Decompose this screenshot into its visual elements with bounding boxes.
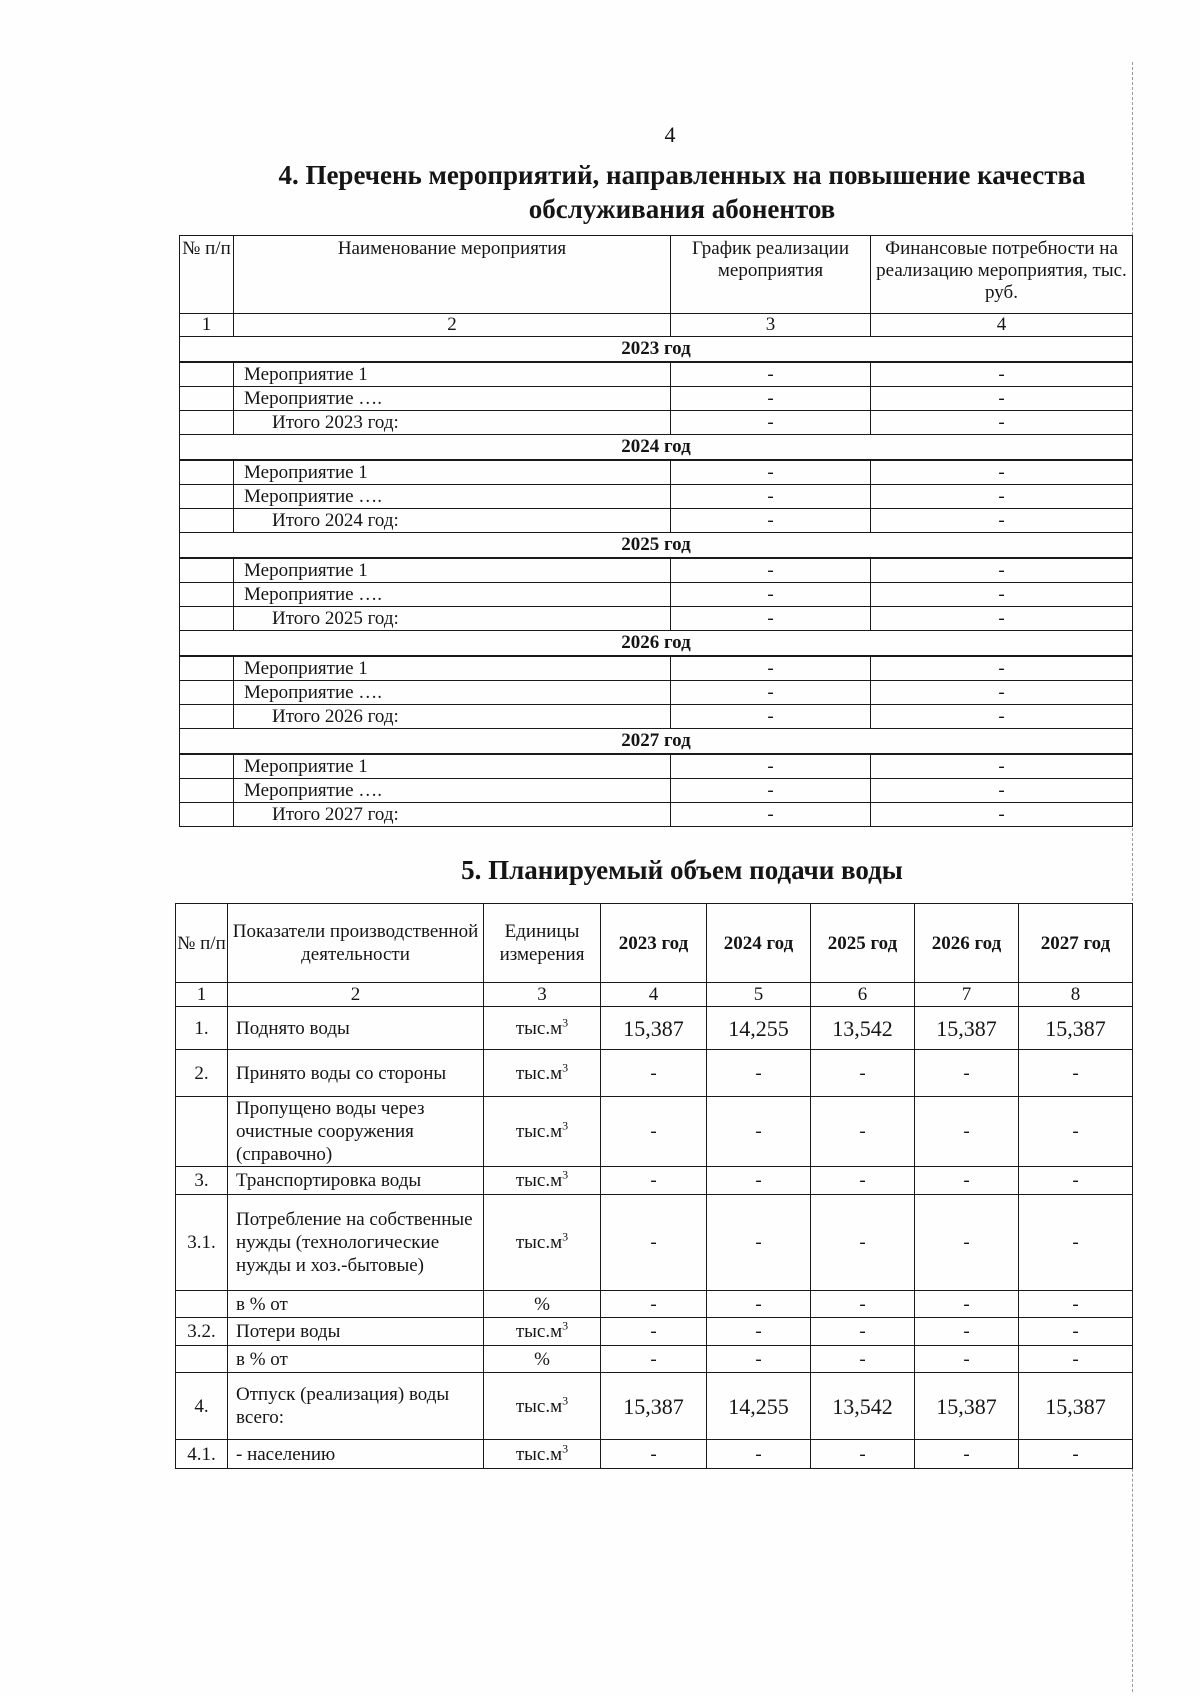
- schedule-value: -: [671, 607, 871, 631]
- table-row: [176, 1195, 1133, 1291]
- section-4-title: 4. Перечень мероприятий, направленных на повышение качества обслуживания абонентов: [278, 160, 1086, 224]
- unit-cell: [484, 1346, 601, 1373]
- indicator-name: Потери воды: [228, 1318, 484, 1346]
- year-value: -: [707, 1440, 811, 1469]
- column-number: 5: [707, 983, 811, 1007]
- column-number: 1: [176, 983, 228, 1007]
- column-number: 2: [228, 983, 484, 1007]
- finance-value: -: [871, 362, 1133, 387]
- row-number: [180, 656, 234, 681]
- row-number: 3.2.: [176, 1318, 228, 1346]
- year-value: 15,387: [601, 1007, 707, 1050]
- year-value: 15,387: [915, 1373, 1019, 1440]
- column-header: 2025 год: [811, 904, 915, 983]
- indicator-name: в % от: [228, 1346, 484, 1373]
- year-value: -: [915, 1195, 1019, 1291]
- row-number: [180, 558, 234, 583]
- finance-value: -: [871, 705, 1133, 729]
- finance-value: -: [871, 803, 1133, 827]
- table-row: [176, 1007, 1133, 1050]
- column-header: № п/п: [176, 904, 228, 983]
- unit-text: %: [534, 1348, 550, 1370]
- year-value: 14,255: [707, 1007, 811, 1050]
- finance-value: -: [871, 509, 1133, 533]
- year-value: -: [601, 1195, 707, 1291]
- unit-cell: [484, 1318, 601, 1346]
- year-value: -: [811, 1291, 915, 1318]
- row-number: [180, 754, 234, 779]
- column-number: 7: [915, 983, 1019, 1007]
- column-header: 2027 год: [1019, 904, 1133, 983]
- row-number: [180, 509, 234, 533]
- unit-cell: [484, 1373, 601, 1440]
- row-number: [180, 583, 234, 607]
- year-value: -: [1019, 1318, 1133, 1346]
- column-number: 6: [811, 983, 915, 1007]
- year-value: -: [915, 1318, 1019, 1346]
- year-value: -: [601, 1097, 707, 1167]
- year-value: -: [707, 1291, 811, 1318]
- unit-cell: [484, 1097, 601, 1167]
- table-row: [180, 558, 1133, 583]
- unit-text: тыс.м: [515, 1017, 563, 1039]
- year-value: 13,542: [811, 1373, 915, 1440]
- schedule-value: -: [671, 509, 871, 533]
- unit-superscript: 3: [562, 1441, 569, 1456]
- indicator-name: Пропущено воды через очистные сооружения (справочно): [228, 1097, 484, 1167]
- row-number: 3.: [176, 1167, 228, 1195]
- schedule-value: -: [671, 485, 871, 509]
- measure-name: Итого 2023 год:: [234, 411, 671, 435]
- indicator-name: Потребление на собственные нужды (технологические нужды и хоз.-бытовые): [228, 1195, 484, 1291]
- column-number: 3: [484, 983, 601, 1007]
- table-header-row: [180, 236, 1133, 314]
- measure-name: Итого 2024 год:: [234, 509, 671, 533]
- unit-cell: [484, 1291, 601, 1318]
- indicator-name: Принято воды со стороны: [228, 1050, 484, 1097]
- column-number: 1: [180, 314, 234, 337]
- schedule-value: -: [671, 779, 871, 803]
- finance-value: -: [871, 754, 1133, 779]
- measure-name: Мероприятие 1: [234, 656, 671, 681]
- table-row: [176, 1291, 1133, 1318]
- unit-superscript: 3: [562, 1060, 569, 1075]
- schedule-value: -: [671, 460, 871, 485]
- measure-name: Мероприятие 1: [234, 362, 671, 387]
- year-value: -: [707, 1195, 811, 1291]
- table-row: [180, 656, 1133, 681]
- table-row: [180, 681, 1133, 705]
- unit-text: тыс.м: [515, 1121, 563, 1142]
- measures-table: [179, 235, 1133, 827]
- finance-value: -: [871, 583, 1133, 607]
- schedule-value: -: [671, 558, 871, 583]
- table-row: [180, 583, 1133, 607]
- page-number: 4: [664, 122, 676, 147]
- measure-name: Итого 2026 год:: [234, 705, 671, 729]
- finance-value: -: [871, 387, 1133, 411]
- indicator-name: в % от: [228, 1291, 484, 1318]
- measure-name: Мероприятие ….: [234, 779, 671, 803]
- row-number: [180, 460, 234, 485]
- measure-name: Мероприятие 1: [234, 754, 671, 779]
- schedule-value: -: [671, 656, 871, 681]
- year-value: -: [601, 1346, 707, 1373]
- measure-name: Мероприятие 1: [234, 558, 671, 583]
- table-row: [176, 1050, 1133, 1097]
- schedule-value: -: [671, 754, 871, 779]
- column-header: Финансовые потребности на реализацию мероприятия, тыс. руб.: [871, 236, 1133, 314]
- schedule-value: -: [671, 411, 871, 435]
- row-number: 4.: [176, 1373, 228, 1440]
- table-row: [180, 387, 1133, 411]
- column-header: Наименование мероприятия: [234, 236, 671, 314]
- schedule-value: -: [671, 387, 871, 411]
- year-value: 15,387: [915, 1007, 1019, 1050]
- row-number: 4.1.: [176, 1440, 228, 1469]
- indicator-name: Отпуск (реализация) воды всего:: [228, 1373, 484, 1440]
- year-value: -: [915, 1050, 1019, 1097]
- table-row: [180, 509, 1133, 533]
- column-number-row: [180, 314, 1133, 337]
- year-value: -: [811, 1097, 915, 1167]
- finance-value: -: [871, 779, 1133, 803]
- finance-value: -: [871, 558, 1133, 583]
- year-value: -: [811, 1195, 915, 1291]
- unit-text: тыс.м: [515, 1321, 563, 1342]
- year-value: -: [601, 1291, 707, 1318]
- year-value: -: [915, 1346, 1019, 1373]
- year-value: -: [811, 1167, 915, 1195]
- table-row: [180, 705, 1133, 729]
- finance-value: -: [871, 485, 1133, 509]
- year-value: -: [1019, 1050, 1133, 1097]
- finance-value: -: [871, 656, 1133, 681]
- schedule-value: -: [671, 803, 871, 827]
- column-number: 8: [1019, 983, 1133, 1007]
- row-number: [180, 779, 234, 803]
- section-5-title: 5. Планируемый объем подачи воды: [461, 855, 903, 885]
- year-label: 2025 год: [180, 533, 1133, 559]
- row-number: [180, 607, 234, 631]
- row-number: [180, 411, 234, 435]
- year-value: -: [707, 1097, 811, 1167]
- row-number: [180, 681, 234, 705]
- water-supply-table: [175, 903, 1133, 1469]
- table-row: [180, 754, 1133, 779]
- row-number: 2.: [176, 1050, 228, 1097]
- unit-superscript: 3: [562, 1318, 569, 1333]
- year-value: -: [601, 1318, 707, 1346]
- year-value: -: [601, 1167, 707, 1195]
- row-number: [180, 803, 234, 827]
- year-label: 2026 год: [180, 631, 1133, 657]
- finance-value: -: [871, 411, 1133, 435]
- table-row: [180, 803, 1133, 827]
- unit-cell: [484, 1167, 601, 1195]
- unit-text: тыс.м: [515, 1395, 563, 1417]
- row-number: [180, 362, 234, 387]
- column-number-row: [176, 983, 1133, 1007]
- table-row: [180, 411, 1133, 435]
- year-value: -: [601, 1440, 707, 1469]
- table-row: [176, 1373, 1133, 1440]
- year-value: -: [1019, 1195, 1133, 1291]
- measure-name: Мероприятие ….: [234, 583, 671, 607]
- measure-name: Мероприятие 1: [234, 460, 671, 485]
- year-value: -: [811, 1346, 915, 1373]
- year-value: -: [707, 1346, 811, 1373]
- unit-superscript: 3: [562, 1167, 569, 1182]
- year-value: -: [1019, 1097, 1133, 1167]
- row-number: [180, 485, 234, 509]
- year-value: 15,387: [601, 1373, 707, 1440]
- year-value: -: [1019, 1167, 1133, 1195]
- row-number: [176, 1097, 228, 1167]
- unit-text: тыс.м: [515, 1443, 563, 1465]
- indicator-name: Поднято воды: [228, 1007, 484, 1050]
- unit-text: тыс.м: [515, 1062, 563, 1084]
- year-label: 2023 год: [180, 337, 1133, 363]
- unit-cell: [484, 1440, 601, 1469]
- year-value: 15,387: [1019, 1373, 1133, 1440]
- year-value: 13,542: [811, 1007, 915, 1050]
- year-value: 15,387: [1019, 1007, 1133, 1050]
- year-label: 2027 год: [180, 729, 1133, 755]
- column-header: 2023 год: [601, 904, 707, 983]
- row-number: 1.: [176, 1007, 228, 1050]
- schedule-value: -: [671, 705, 871, 729]
- column-number: 2: [234, 314, 671, 337]
- measure-name: Мероприятие ….: [234, 387, 671, 411]
- finance-value: -: [871, 460, 1133, 485]
- table-row: [180, 607, 1133, 631]
- column-header: 2024 год: [707, 904, 811, 983]
- measure-name: Итого 2027 год:: [234, 803, 671, 827]
- row-number: [180, 387, 234, 411]
- table-row: [176, 1097, 1133, 1167]
- year-value: -: [1019, 1440, 1133, 1469]
- measure-name: Итого 2025 год:: [234, 607, 671, 631]
- table-row: [180, 362, 1133, 387]
- unit-text: %: [534, 1293, 550, 1315]
- column-number: 4: [601, 983, 707, 1007]
- column-header: Единицы измерения: [484, 904, 601, 983]
- column-header: Показатели производственной деятельности: [228, 904, 484, 983]
- column-number: 3: [671, 314, 871, 337]
- year-value: -: [601, 1050, 707, 1097]
- year-value: -: [811, 1318, 915, 1346]
- unit-superscript: 3: [562, 1118, 569, 1133]
- row-number: [180, 705, 234, 729]
- table-row: [176, 1318, 1133, 1346]
- column-header: График реализации мероприятия: [671, 236, 871, 314]
- year-value: -: [811, 1050, 915, 1097]
- year-value: -: [915, 1097, 1019, 1167]
- table-header-row: [176, 904, 1133, 983]
- finance-value: -: [871, 607, 1133, 631]
- year-value: -: [707, 1050, 811, 1097]
- year-value: -: [915, 1440, 1019, 1469]
- table-row: [176, 1167, 1133, 1195]
- table-row: [180, 485, 1133, 509]
- column-header: 2026 год: [915, 904, 1019, 983]
- unit-cell: [484, 1195, 601, 1291]
- unit-cell: [484, 1050, 601, 1097]
- row-number: 3.1.: [176, 1195, 228, 1291]
- year-label: 2024 год: [180, 435, 1133, 461]
- indicator-name: Транспортировка воды: [228, 1167, 484, 1195]
- year-group-row: [180, 337, 1133, 363]
- year-value: -: [811, 1440, 915, 1469]
- year-group-row: [180, 533, 1133, 559]
- year-value: -: [707, 1318, 811, 1346]
- year-value: -: [707, 1167, 811, 1195]
- table-row: [180, 460, 1133, 485]
- year-value: 14,255: [707, 1373, 811, 1440]
- year-group-row: [180, 631, 1133, 657]
- row-number: [176, 1346, 228, 1373]
- measure-name: Мероприятие ….: [234, 681, 671, 705]
- unit-superscript: 3: [562, 1229, 569, 1244]
- schedule-value: -: [671, 681, 871, 705]
- schedule-value: -: [671, 583, 871, 607]
- unit-text: тыс.м: [515, 1232, 563, 1253]
- row-number: [176, 1291, 228, 1318]
- unit-superscript: 3: [562, 1393, 569, 1408]
- year-value: -: [1019, 1346, 1133, 1373]
- year-group-row: [180, 435, 1133, 461]
- unit-superscript: 3: [562, 1015, 569, 1030]
- finance-value: -: [871, 681, 1133, 705]
- measure-name: Мероприятие ….: [234, 485, 671, 509]
- table-row: [176, 1346, 1133, 1373]
- year-value: -: [915, 1167, 1019, 1195]
- column-number: 4: [871, 314, 1133, 337]
- unit-text: тыс.м: [515, 1170, 563, 1191]
- year-value: -: [1019, 1291, 1133, 1318]
- year-group-row: [180, 729, 1133, 755]
- schedule-value: -: [671, 362, 871, 387]
- year-value: -: [915, 1291, 1019, 1318]
- table-row: [176, 1440, 1133, 1469]
- indicator-name: - населению: [228, 1440, 484, 1469]
- unit-cell: [484, 1007, 601, 1050]
- table-row: [180, 779, 1133, 803]
- column-header: № п/п: [180, 236, 234, 314]
